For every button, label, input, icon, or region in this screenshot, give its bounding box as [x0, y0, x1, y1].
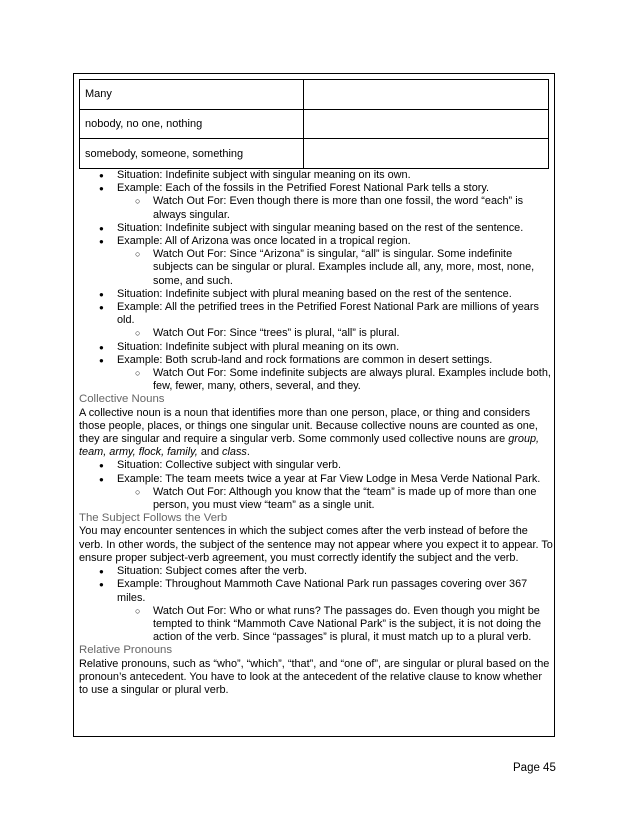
list-item: ● Situation: Subject comes after the verb. [79, 565, 554, 578]
sub-list [117, 248, 554, 288]
paragraph-text: A collective noun is a noun that identifies more than one person, place, or thing and considers those people, places, or things one singular unit. Because collective nouns are counted as one, they are singular and require a singular verb. Some commonly used collective nouns are [79, 406, 538, 446]
sub-list [117, 195, 554, 221]
page-number: Page 45 [513, 762, 556, 774]
table-cell: nobody, no one, nothing [80, 109, 304, 139]
sub-list [117, 367, 554, 393]
collective-last-example: class [222, 446, 247, 459]
sub-list-item: ○ Watch Out For: Even though there is more than one fossil, the word “each” is always singular. [117, 195, 554, 221]
table-row [80, 80, 549, 110]
relative-pronouns-heading: Relative Pronouns [79, 644, 173, 657]
collective-nouns-paragraph [79, 407, 554, 460]
list-item [79, 473, 554, 513]
list-item: ● Situation: Indefinite subject with singular meaning on its own. [79, 169, 554, 182]
list-item: ● Situation: Collective subject with singular verb. [79, 459, 554, 472]
relative-pronouns-paragraph: Relative pronouns, such as “who”, “which”, “that”, and “one of”, are singular or plural based on the pronoun’s antecedent. You have to look at the antecedent of the relative clause to know whether to use a singular or plural verb. [79, 657, 550, 696]
collective-nouns-heading: Collective Nouns [79, 393, 165, 406]
list-item-text: Example: Throughout Mammoth Cave National Park run passages covering over 367 miles. [117, 578, 528, 604]
collective-bullet-list [79, 459, 554, 512]
follows-bullet-list [79, 565, 554, 644]
table-cell: Many [80, 80, 304, 110]
sub-list [117, 327, 554, 340]
list-item [79, 301, 554, 341]
table-cell [304, 139, 549, 169]
document-body [79, 169, 554, 697]
sub-list [117, 605, 554, 645]
table-cell [304, 109, 549, 139]
sub-list-item: ○ Watch Out For: Since “trees” is plural, “all” is plural. [117, 327, 554, 340]
list-item [79, 354, 554, 394]
list-item-text: Example: The team meets twice a year at Far View Lodge in Mesa Verde National Park. [117, 472, 541, 485]
list-item: ● Situation: Indefinite subject with plural meaning based on the rest of the sentence. [79, 288, 554, 301]
table-row [80, 109, 549, 139]
sub-list-item: ○ Watch Out For: Although you know that the “team” is made up of more than one person, you must view “team” as a single unit. [117, 486, 554, 512]
period-text: . [246, 446, 250, 459]
conjunction-text: and [200, 446, 220, 459]
list-item: ● Situation: Indefinite subject with singular meaning based on the rest of the sentence. [79, 222, 554, 235]
list-item-text: Example: Each of the fossils in the Petrified Forest National Park tells a story. [117, 182, 490, 195]
list-item [79, 182, 554, 222]
indefinite-bullet-list [79, 169, 554, 393]
collective-examples: group, team, army, flock, family, [79, 433, 540, 459]
table-cell: somebody, someone, something [80, 139, 304, 169]
table-row [80, 139, 549, 169]
table-cell [304, 80, 549, 110]
list-item [79, 578, 554, 644]
indefinite-pronoun-table [79, 79, 549, 169]
list-item-text: Example: Both scrub-land and rock formations are common in desert settings. [117, 353, 493, 366]
sub-list-item: ○ Watch Out For: Some indefinite subjects are always plural. Examples include both, few, fewer, many, others, several, and they. [117, 367, 554, 393]
list-item-text: Example: All the petrified trees in the Petrified Forest National Park are millions of years old. [117, 301, 539, 327]
subject-follows-verb-heading: The Subject Follows the Verb [79, 512, 228, 525]
sub-list [117, 486, 554, 512]
sub-list-item: ○ Watch Out For: Who or what runs? The passages do. Even though you might be tempted to think “Mammoth Cave National Park” is the subject, it is not doing the action of the verb. Since “passages” is plural, it must match up to a plural verb. [117, 605, 554, 645]
list-item [79, 235, 554, 288]
list-item: ● Situation: Indefinite subject with plural meaning on its own. [79, 341, 554, 354]
subject-follows-verb-paragraph: You may encounter sentences in which the subject comes after the verb instead of before the verb. In other words, the subject of the sentence may not appear where you expect it to appear. To ensure proper subject-verb agreement, you must correctly identify the subject and the verb. [79, 525, 553, 564]
list-item-text: Example: All of Arizona was once located in a tropical region. [117, 235, 411, 248]
sub-list-item: ○ Watch Out For: Since “Arizona” is singular, “all” is singular. Some indefinite subjects can be singular or plural. Examples include all, any, more, most, none, some, and such. [117, 248, 554, 288]
